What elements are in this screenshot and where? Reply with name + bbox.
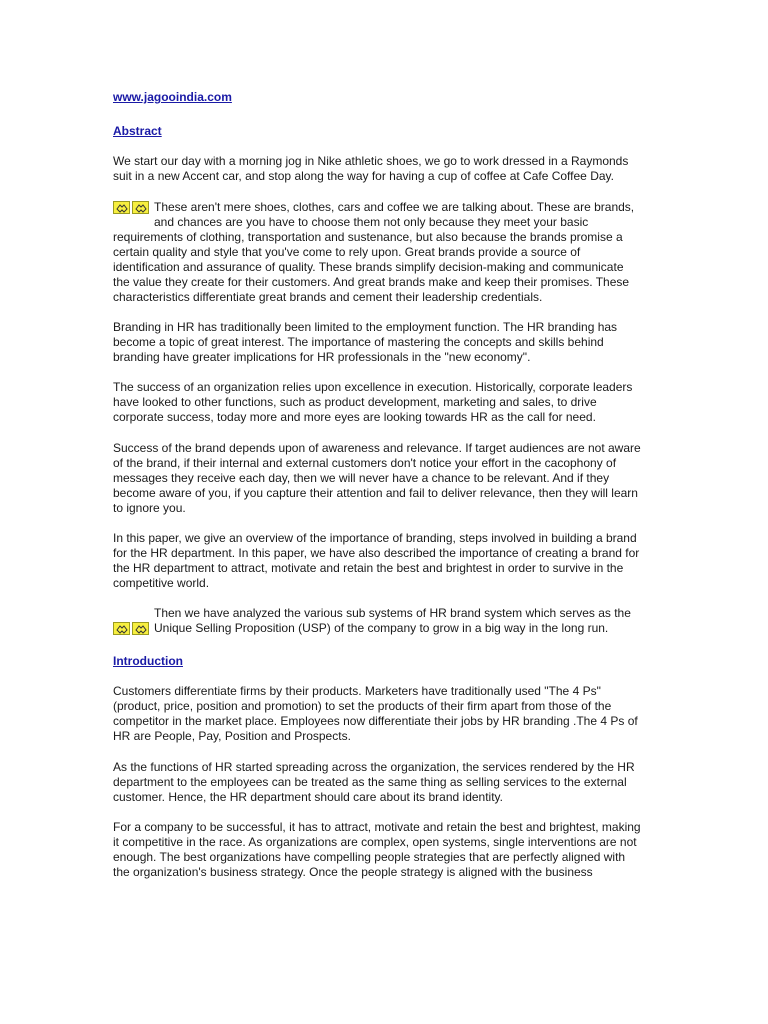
paragraph-line: become aware of you, if you capture their attention and fail to deliver relevance, then they will learn [113, 486, 638, 500]
paragraph-line: The success of an organization relies upon excellence in execution. Historically, corporate leaders [113, 380, 633, 394]
paragraph-line: of the brand, if their internal and external customers don't notice your effort in the cacophony of [113, 456, 617, 470]
paragraph-9 [113, 760, 635, 805]
paragraph-line: As the functions of HR started spreading across the organization, the services rendered by the HR [113, 760, 635, 774]
site-link-block [113, 88, 232, 106]
paragraph-3 [113, 320, 617, 365]
paragraph-line: Customers differentiate firms by their products. Marketers have traditionally used "The 4 Ps" [113, 684, 601, 698]
introduction-heading-block [113, 652, 183, 670]
paragraph-line: suit in a new Accent car, and stop along the way for having a cup of coffee at Cafe Coffee Day. [113, 169, 614, 183]
paragraph-5 [113, 441, 641, 516]
paragraph-line: the value they create for their customers. And great brands make and keep their promises. These [113, 275, 630, 289]
paragraph-line: become a topic of great interest. The importance of mastering the concepts and skills behind [113, 335, 604, 349]
paragraph-line: Branding in HR has traditionally been limited to the employment function. The HR branding has [113, 320, 618, 334]
paragraph-1 [113, 154, 628, 184]
paragraph-line: branding have greater implications for HR professionals in the "new economy". [113, 350, 531, 364]
paragraph-8 [113, 684, 638, 744]
paragraph-line: competitor in the market place. Employees now differentiate their jobs by HR branding .The 4 Ps of [113, 714, 638, 728]
paragraph-line: the organization's business strategy. Once the people strategy is aligned with the business [113, 865, 593, 879]
paragraph-2 [113, 200, 634, 305]
paragraph-line: (product, price, position and promotion) to set the products of their firm apart from those of the [113, 699, 612, 713]
abstract-heading[interactable]: Abstract [113, 124, 162, 138]
paragraph-line: Unique Selling Proposition (USP) of the company to grow in a big way in the long run. [154, 621, 609, 635]
paragraph-4 [113, 380, 632, 425]
paragraph-line: and chances are you have to choose them not only because they meet your basic [154, 215, 589, 229]
paragraph-line: competitive world. [113, 576, 210, 590]
introduction-heading[interactable]: Introduction [113, 654, 183, 668]
site-link[interactable]: www.jagooindia.com [113, 90, 232, 104]
paragraph-line: to ignore you. [113, 501, 186, 515]
paragraph-line: In this paper, we give an overview of the importance of branding, steps involved in building a brand [113, 531, 637, 545]
paragraph-line: These aren't mere shoes, clothes, cars and coffee we are talking about. These are brands, [154, 200, 635, 214]
paragraph-7 [113, 606, 631, 636]
paragraph-line: We start our day with a morning jog in Nike athletic shoes, we go to work dressed in a Raymonds [113, 154, 629, 168]
paragraph-6 [113, 531, 639, 591]
paragraph-line: it competitive in the race. As organizations are complex, open systems, single interventions are not [113, 835, 637, 849]
paragraph-line: identification and assurance of quality. These brands simplify decision-making and communicate [113, 260, 624, 274]
paragraph-line: have looked to other functions, such as product development, marketing and sales, to drive [113, 395, 597, 409]
paragraph-10 [113, 820, 641, 880]
paragraph-line: corporate success, today more and more eyes are looking towards HR as the call for need. [113, 410, 596, 424]
paragraph-line: customer. Hence, the HR department should care about its brand identity. [113, 790, 503, 804]
paragraph-line: department to the employees can be treated as the same thing as selling services to the external [113, 775, 627, 789]
paragraph-line: requirements of clothing, transportation and sustenance, but also because the brands promise a [113, 230, 623, 244]
paragraph-line: HR are People, Pay, Position and Prospects. [113, 729, 351, 743]
paragraph-line: the HR department to attract, motivate and retain the best and brightest in order to survive in the [113, 561, 624, 575]
paragraph-line: characteristics differentiate great brands and cement their leadership credentials. [113, 290, 543, 304]
paragraph-line: Then we have analyzed the various sub systems of HR brand system which serves as the [154, 606, 631, 620]
paragraph-line: for the HR department. In this paper, we have also described the importance of creating a brand for [113, 546, 640, 560]
paragraph-line: For a company to be successful, it has to attract, motivate and retain the best and brightest, making [113, 820, 641, 834]
abstract-heading-block [113, 122, 162, 140]
paragraph-line: messages they receive each day, then we will never have a chance to be relevant. And if they [113, 471, 610, 485]
paragraph-line: Success of the brand depends upon of awareness and relevance. If target audiences are not aware [113, 441, 641, 455]
paragraph-line: certain quality and style that you've come to rely upon. Great brands provide a source of [113, 245, 581, 259]
paragraph-line: enough. The best organizations have compelling people strategies that are perfectly aligned with [113, 850, 626, 864]
